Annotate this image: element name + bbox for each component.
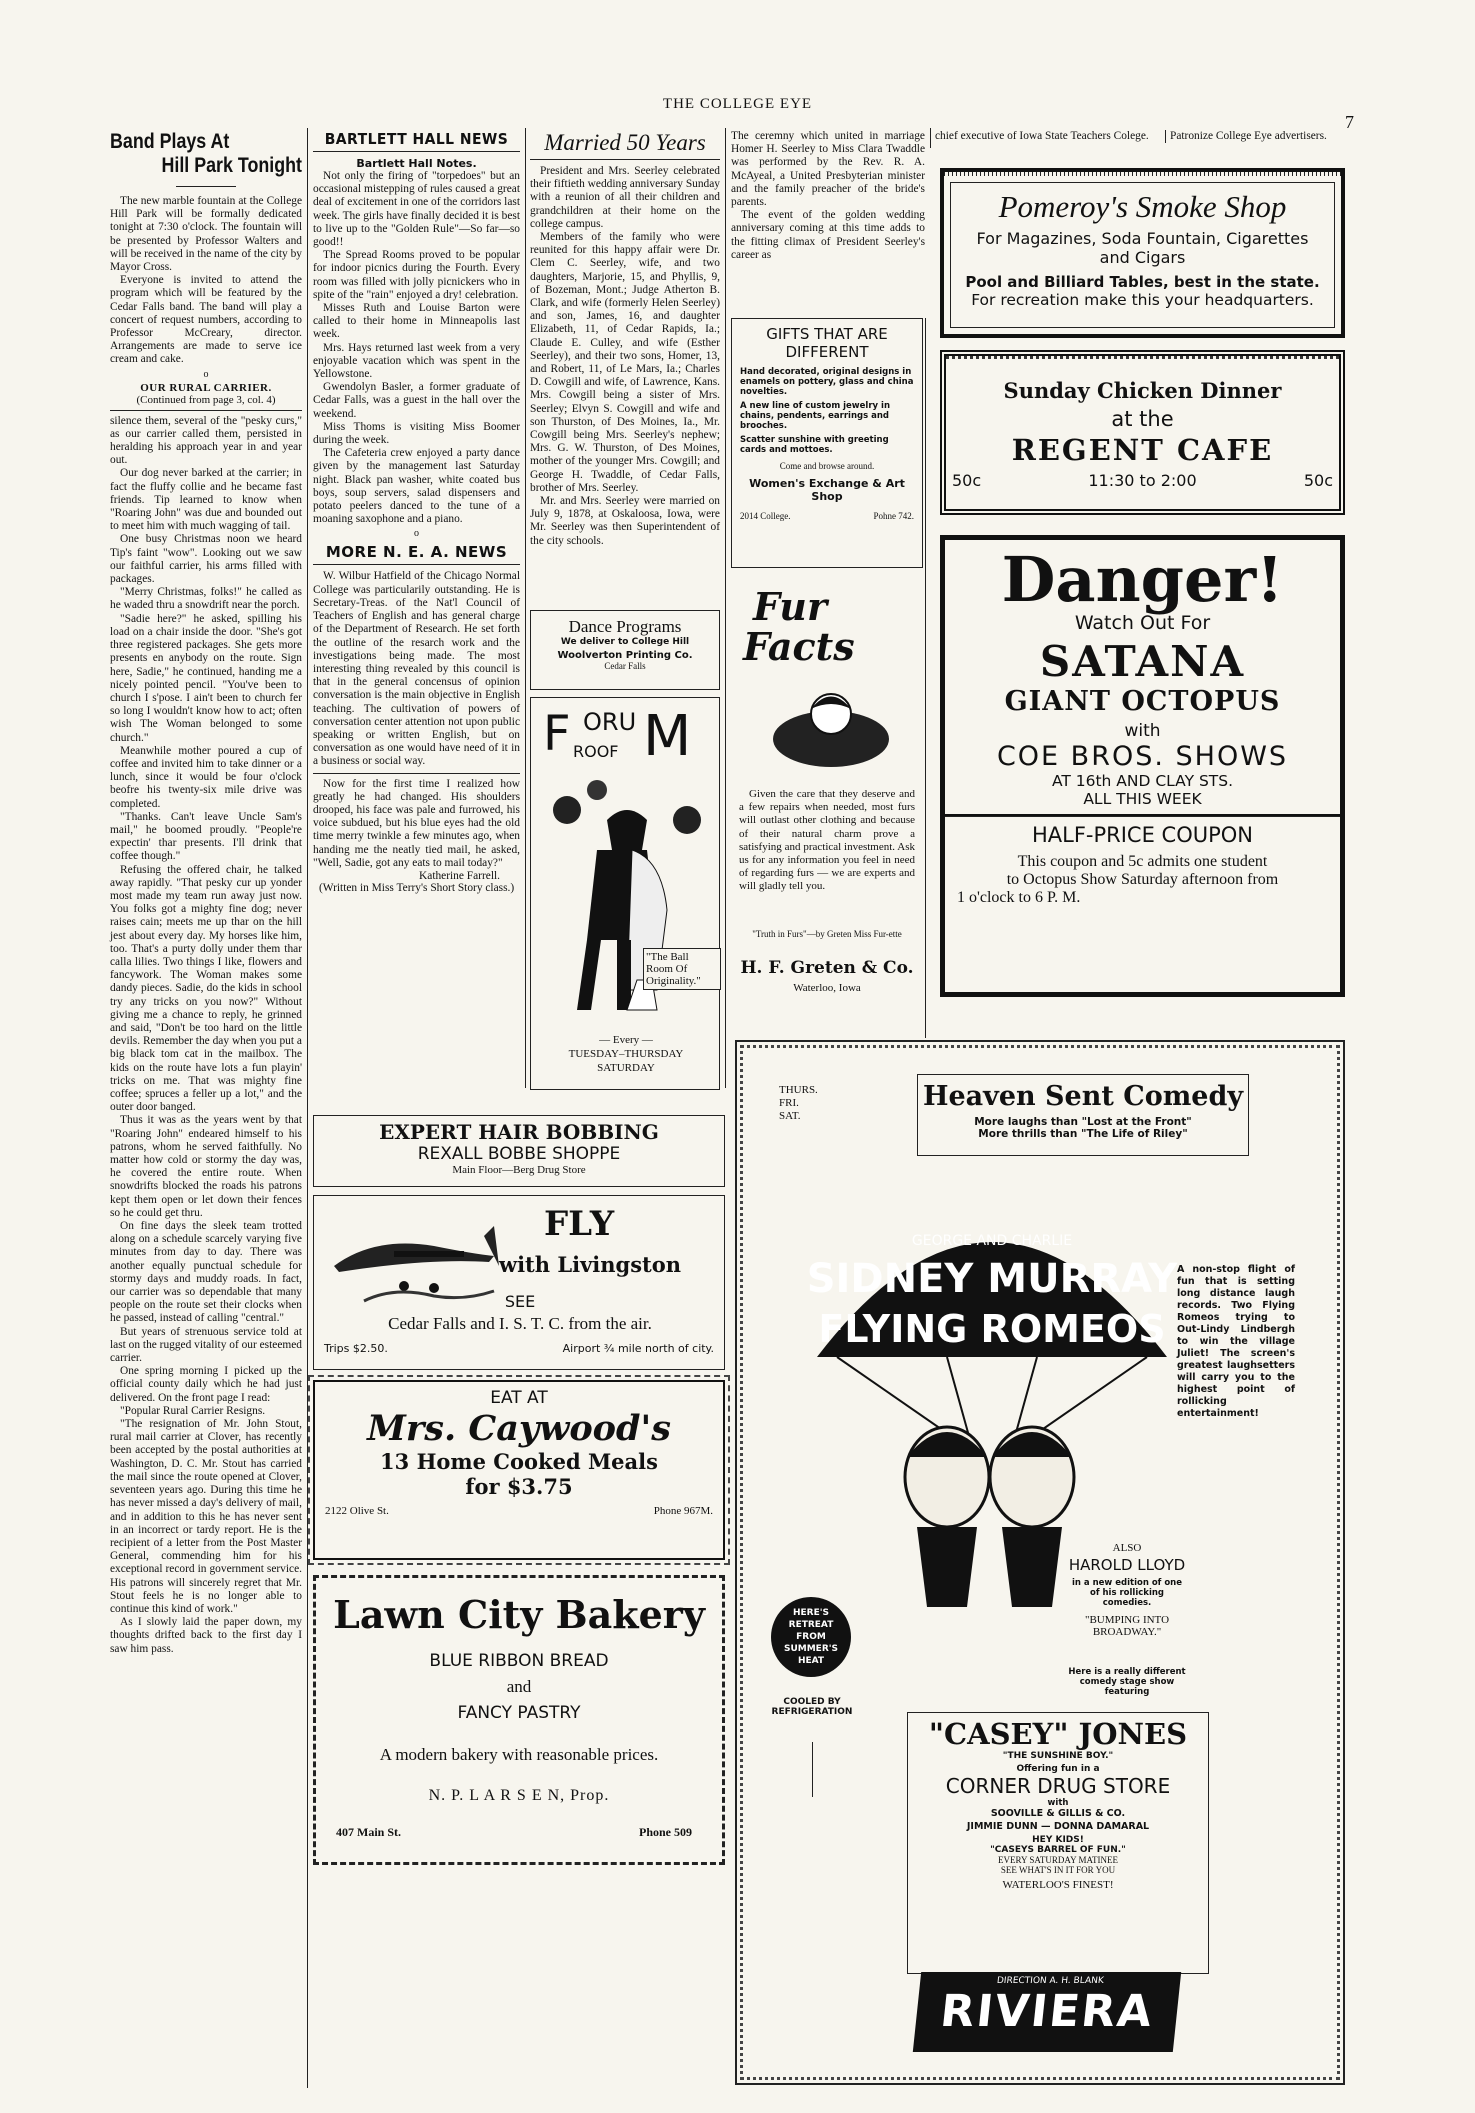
dance-line: We deliver to College Hill xyxy=(560,637,690,647)
fly-trips: Trips $2.50. xyxy=(324,1342,388,1355)
price-right: 50c xyxy=(1303,471,1333,490)
dance-city: Cedar Falls xyxy=(604,661,646,671)
forum-caption: "The Ball Room Of Originality." xyxy=(643,948,721,990)
dance-company: Woolverton Printing Co. xyxy=(557,650,693,661)
casey-with: with xyxy=(1047,1798,1069,1808)
gifts-phone: Pohne 742. xyxy=(873,511,914,521)
stage-desc: Here is a really different comedy stage show featuring xyxy=(1068,1667,1186,1697)
pomeroy-line: For recreation make this your headquarters. xyxy=(971,291,1314,309)
furs-company: H. F. Greten & Co. xyxy=(740,958,914,978)
divider xyxy=(530,159,720,160)
casey-hey: HEY KIDS! xyxy=(1032,1835,1084,1845)
caywood-meals: 13 Home Cooked Meals xyxy=(380,1449,658,1474)
gifts-title-2: DIFFERENT xyxy=(785,343,869,361)
column-rule xyxy=(725,128,726,1088)
day-sat: SAT. xyxy=(779,1110,801,1122)
danger-ad xyxy=(940,535,1345,997)
danger-line: Watch Out For xyxy=(1074,612,1211,634)
separator: o xyxy=(203,368,209,380)
pomeroy-inner xyxy=(950,182,1335,328)
nea-title: MORE N. E. A. NEWS xyxy=(325,543,508,562)
casey-store: CORNER DRUG STORE xyxy=(945,1774,1171,1798)
pomeroy-line: For Magazines, Soda Fountain, Cigarettes xyxy=(976,229,1309,248)
fly-route: Cedar Falls and I. S. T. C. from the air. xyxy=(388,1314,652,1333)
paragraph: Miss Thoms is visiting Miss Boomer during the week. xyxy=(313,420,520,447)
band-headline-1: Band Plays At xyxy=(110,130,230,153)
hair-line-2: REXALL BOBBE SHOPPE xyxy=(417,1144,621,1164)
forum-logo xyxy=(543,706,709,776)
pomeroy-line: Pool and Billiard Tables, best in the state. xyxy=(965,273,1320,291)
paragraph: Mrs. Hays returned last week from a very enjoyable vacation which was spent in the Yellowstone. xyxy=(313,341,520,381)
retreat-line: HEAT xyxy=(797,1656,825,1666)
gifts-title: GIFTS THAT ARE xyxy=(766,325,888,343)
paragraph: "The resignation of Mr. John Stout, rural mail carrier at Clover, has recently been accepted by the postal authorities at Washington, D. C. Mr. Stout has carried the mail since the route opened at Clover, seventeen years ago. During this time he has never missed a day's delivery of mail, and in addition to this he has never sent in an incorrect or tardy report. He is the recipient of a letter from the Post Master General, commending him for his exceptional record in government service. His patrons will sincerely regret that Mr. Stout feels he is no longer able to continue this kind of work." xyxy=(110,1418,302,1615)
also-label: ALSO xyxy=(1112,1542,1142,1554)
bakery-title: Lawn City Bakery xyxy=(333,1592,705,1637)
casey-offering: Offering fun in a xyxy=(1016,1764,1100,1774)
paragraph: "Thanks. Can't leave Uncle Sam's mail," he boomed proudly. "People're expectin' thar presents. I'll drink that coffee though." xyxy=(110,810,302,863)
fly-airport: Airport ¾ mile north of city. xyxy=(562,1342,714,1355)
married-continued xyxy=(731,130,925,262)
furs-logo xyxy=(743,584,913,694)
retreat-line: FROM xyxy=(796,1632,826,1642)
film-line-2: FLYING ROMEOS xyxy=(818,1307,1166,1351)
forum-days: TUESDAY–THURSDAY xyxy=(568,1048,684,1060)
heaven-sub: More thrills than "The Life of Riley" xyxy=(978,1128,1188,1140)
married-body xyxy=(530,165,720,548)
divider xyxy=(110,410,302,411)
danger-with: with xyxy=(1124,721,1161,741)
divider xyxy=(313,773,520,774)
bakery-footer xyxy=(316,1805,722,1840)
paragraph: Now for the first time I realized how greatly he had changed. His shoulders drooped, his face was pale and furrowed, his voice subdued, but his blue eyes had the old time merry twinkle a few minutes ago, when handing me the neatly tied mail, he asked, "Well, Sadie, got any eats to mail today?" xyxy=(313,777,520,869)
caywood-eat: EAT AT xyxy=(490,1388,548,1408)
heaven-sub: More laughs than "Lost at the Front" xyxy=(974,1116,1192,1128)
married-continued-body xyxy=(731,130,925,262)
pomeroy-title: Pomeroy's Smoke Shop xyxy=(998,189,1287,224)
caywood-phone: Phone 967M. xyxy=(653,1505,713,1517)
bakery-owner: N. P. L A R S E N, Prop. xyxy=(428,1787,610,1804)
paragraph: Meanwhile mother poured a cup of coffee and invited him to take dinner or a lunch, since it would be four o'clock beofre his twenty-six mile drive was completed. xyxy=(110,744,302,810)
bartlett-body xyxy=(313,170,520,526)
paragraph: But years of strenuous service told at last on the rugged vitality of our esteemed carrier. xyxy=(110,1325,303,1365)
casey-title: "CASEY" JONES xyxy=(928,1717,1188,1751)
casey-sub: "THE SUNSHINE BOY." xyxy=(1002,1751,1114,1761)
forum-every: — Every — xyxy=(599,1034,653,1046)
paragraph: "Sadie here?" he asked, spilling his load on a chair inside the door. "She's got three registered packages. She gets more presents en anybody on the route. Sign here, Sadie," he continued, handing me a nicely pointed pencil. "You've been to church I s'pose. I ain't been to church fer so long I wouldn't know how to act; often wish The Woman belonged to some church." xyxy=(110,612,302,744)
paragraph: silence them, several of the "pesky curs," as our carrier called them, persisted in heralding his approach year in and year out. xyxy=(110,414,302,467)
retreat-badge xyxy=(771,1597,851,1677)
fly-see: SEE xyxy=(504,1292,536,1311)
fly-ad xyxy=(313,1195,725,1370)
column-rule xyxy=(925,318,926,1038)
casey-barrel: "CASEYS BARREL OF FUN." xyxy=(990,1845,1126,1855)
furs-logo-1: Fur xyxy=(753,584,827,629)
bakery-line: and xyxy=(506,1677,532,1696)
column-rule xyxy=(307,128,308,2088)
paragraph: "Popular Rural Carrier Resigns. xyxy=(120,1404,266,1417)
day-thurs: THURS. xyxy=(779,1084,818,1096)
casey-cast: JIMMIE DUNN — DONNA DAMARAL xyxy=(966,1821,1150,1832)
retreat-line: SUMMER'S xyxy=(783,1644,839,1654)
band-headline-2: Hill Park Tonight xyxy=(161,154,302,177)
lloyd-desc: in a new edition of one of his rollicking comedies. xyxy=(1072,1578,1182,1608)
furs-city: Waterloo, Iowa xyxy=(793,982,861,994)
page-number: 7 xyxy=(1345,112,1354,132)
lloyd-title: "BUMPING INTO BROADWAY." xyxy=(1084,1614,1170,1638)
day-fri: FRI. xyxy=(779,1097,799,1109)
paragraph: As I slowly laid the paper down, my thoughts drifted back to the first day I saw him pass. xyxy=(110,1616,302,1655)
paragraph: The ceremny which united in marriage Homer H. Seerley to Miss Clara Twaddle was performed by the Rev. R. A. McAyeal, a United Presbyterian minister and the family preacher of the bride's parents. xyxy=(731,130,925,209)
gifts-ad xyxy=(731,318,923,568)
danger-location: AT 16th AND CLAY STS. xyxy=(1051,772,1234,790)
forum-ad xyxy=(530,697,720,1090)
paragraph: The Spread Rooms proved to be popular for indoor picnics during the Fourth. Every room was filled with jolly picnickers who in spite of the "rain" enjoyed a dry! celebration. xyxy=(313,249,520,301)
bakery-line: BLUE RIBBON BREAD xyxy=(429,1651,609,1671)
paragraph: Refusing the offered chair, he talked away rapidly. "That pesky cur up yonder most made my team run away just now. You folks got a mighty fine dog; never raises cain; meets me up thar on the hill jest about every day. My horses like him, too. That's a purty dolly under them thar calla lilies. Two things I like, flowers and fancywork. The Woman makes some dandy pieces. Sadie, do the kids in school try any tricks on you now?" Without giving me a chance to reply, he grinned and said, "Don't be too hard on the little devils. Remember the day when you put a big black tom cat in the mailbox. The kids on the route have lots a fun playin' tricks on me. That was mighty fine coffee; spruces a feller up a lot," and the outer door banged. xyxy=(110,863,302,1114)
divider xyxy=(176,186,236,187)
paragraph: Everyone is invited to attend the program which will be featured by the Cedar Falls band. The band will play a concert of request numbers, according to Professor McCreary, director. Arrangements are made to serve ice cream and cake. xyxy=(110,274,302,366)
pomeroy-ad xyxy=(940,168,1345,338)
cooled-label: COOLED BY REFRIGERATION xyxy=(771,1697,853,1717)
retreat-line: HERE'S xyxy=(793,1608,829,1618)
paragraph: Our dog never barked at the carrier; in fact the fluffy collie and he became fast friends. Tip learned to know when "Roaring John" was due and bounded out to meet him with much wagging of tail. xyxy=(110,467,302,533)
married-title: Married 50 Years xyxy=(544,130,706,155)
riviera-ad xyxy=(735,1040,1345,2085)
gifts-line: Hand decorated, original designs in enamels on pottery, glass and china novelties. xyxy=(740,367,914,397)
furs-logo-2: Facts xyxy=(743,624,855,669)
bartlett-article xyxy=(313,130,520,894)
coupon-line: This coupon and 5c admits one student xyxy=(1017,853,1268,870)
gifts-line: Come and browse around. xyxy=(779,461,875,471)
coupon-line: to Octopus Show Saturday afternoon from xyxy=(1006,871,1279,888)
dotted-border xyxy=(946,356,1339,359)
story-end xyxy=(313,778,520,870)
band-body xyxy=(110,195,302,367)
paragraph: "Merry Christmas, folks!" he called as he waded thru a snowdrift near the porch. xyxy=(110,586,302,612)
forum-logo-oru: ORU xyxy=(583,708,637,736)
romeos-blurb: A non-stop flight of fun that is setting long distance laugh records. Two Flying Romeos trying to Out-Lindy Lindbergh to win the village Juliet! The screen's greatest laughsetters will carry you to the highest point of rollicking entertainment! xyxy=(1177,1264,1295,1419)
paragraph: Members of the family who were reunited for this happy affair were Dr. Clem C. Seerley, wife, and two daughters, Marjorie, 15, and Phyllis, 9, of Bozeman, Mont.; Judge Atherton B. Clark, and wife (formerly Helen Seerley) and son, James, 16, and daughter Elizabeth, 11, of Cedar Rapids, Ia.; Claude E. Culley, and wife (Esther Seerley), and their two sons, Homer, 13, and Robert, 11, of Le Mars, Ia.; Charles D. Cowgill and wife, of Lawrence, Kans. Mrs. Cowgill being a sister of Mrs. Seerley; Elvyn S. Cowgill and wife and son Thurston, of Des Moines, Ia., Mr. Cowgill being Mrs. Seerley's nephew; Mrs. G. W. Thurston, of Des Moines, mother of the younger Mrs. Cowgill; and George H. Twaddle, of Cedar Falls, brother of Mrs. Seerley. xyxy=(530,231,720,494)
danger-week: ALL THIS WEEK xyxy=(1083,790,1202,808)
paragraph: Thus it was as the years went by that "Roaring John" endeared himself to his patrons, whom he served faithfully. No matter how cold or stormy the day was, he covered the entire route. When snowdrifts blocked the roads his patrons kept them open or let down their fences so he could get thru. xyxy=(110,1114,302,1219)
caywood-ad xyxy=(313,1380,725,1560)
regent-hours: 11:30 to 2:00 xyxy=(1088,471,1197,490)
film-line-1: SIDNEY MURRAY xyxy=(806,1256,1178,1302)
fur-lady-illustration xyxy=(771,684,891,774)
paragraph: The Cafeteria crew enjoyed a party dance given by the management last Saturday night. Black pan washer, white coated bus boys, soup servers, salad dispensers and potato peelers danced to the tune of a moaning saxophone and a piano. xyxy=(313,447,520,526)
paragraph: Gwendolyn Basler, a former graduate of Cedar Falls, was a guest in the hall over the weekend. xyxy=(313,381,520,420)
furs-text: Given the care that they deserve and a few repairs when needed, most furs will outlast other clothing and because of their natural charm prove a satisfying and practical investment. Ask us for any information you feel in need of regarding furs — we are experts and will gladly tell you. xyxy=(739,788,915,893)
octopus-title: GIANT OCTOPUS xyxy=(1004,686,1281,717)
furs-slogan: "Truth in Furs"—by Greten Miss Fur-ette xyxy=(752,929,902,939)
coupon-line: 1 o'clock to 6 P. M. xyxy=(957,889,1081,906)
regent-ad xyxy=(940,350,1345,515)
masthead-title: THE COLLEGE EYE xyxy=(662,96,813,112)
bakery-tagline: A modern bakery with reasonable prices. xyxy=(379,1745,659,1764)
column-rule xyxy=(525,128,526,1088)
fly-title: FLY xyxy=(544,1204,615,1244)
coe-bros: COE BROS. SHOWS xyxy=(996,741,1289,772)
hair-line-3: Main Floor—Berg Drug Store xyxy=(452,1164,586,1176)
hair-ad xyxy=(313,1115,725,1187)
paragraph: W. Wilbur Hatfield of the Chicago Normal College was particularily outstanding. He is Secretary-Treas. of the Nat'l Council of Teachers of English and has general charge of the Department of Research. He set forth the outline of the resarch work and the investigations being made. The most interesting thing revealed by this council is that in the general concensus of opinion conversation is the main objective in English teaching. The cultivation of powers of conversation center attention not upon public speaking or written English, but on conversation as one would have need of it in a business or social way. xyxy=(313,570,520,768)
caywood-price: for $3.75 xyxy=(465,1474,573,1499)
divider xyxy=(945,814,1340,817)
casey-box xyxy=(907,1712,1209,1974)
nea-body xyxy=(313,570,520,768)
patronize-ad: Patronize College Eye advertisers. xyxy=(1165,130,1345,143)
paragraph: Mr. and Mrs. Seerley were married on July 9, 1878, at Oskaloosa, Iowa, were Mr. Seerley was then Superintendent of the city schools. xyxy=(530,495,720,547)
forum-logo-m: M xyxy=(643,704,692,769)
gifts-address: 2014 College. xyxy=(740,511,791,521)
casey-matinee: EVERY SATURDAY MATINEE xyxy=(997,1855,1118,1865)
carrier-title: OUR RURAL CARRIER. xyxy=(140,381,272,394)
paragraph: On fine days the sleek team trotted along on a schedule scarcely varying five minutes from day to day. There was another equally punctual schedule for stormy days and muddy roads. In fact, our carrier was so dependable that many people on the route set their clocks when he passed, instead of calling "central." xyxy=(110,1220,302,1325)
paragraph: One spring morning I picked up the official county daily which he had just delivered. On the front page I read: xyxy=(110,1365,302,1404)
divider xyxy=(812,1742,813,1797)
casey-see: SEE WHAT'S IN IT FOR YOU xyxy=(1000,1865,1116,1875)
coupon-title: HALF-PRICE COUPON xyxy=(1031,823,1254,847)
furs-ad xyxy=(731,574,923,1034)
regent-line-1: Sunday Chicken Dinner xyxy=(1003,378,1282,403)
paragraph: Not only the firing of "torpedoes" but an occasional mistepping of rules caused a great deal of excitement in one of the corridors last week. The girls have finally decided it is best to live up to the "Golden Rule"—So far—so good!! xyxy=(313,170,520,249)
gifts-shop: Women's Exchange & Art Shop xyxy=(749,477,905,503)
bartlett-subtitle: Bartlett Hall Notes. xyxy=(356,157,477,170)
author: Katherine Farrell. xyxy=(419,869,500,882)
gifts-line: A new line of custom jewelry in chains, pendents, earrings and brooches. xyxy=(740,401,890,431)
carrier-body xyxy=(110,415,302,1656)
paragraph: The event of the golden wedding anniversary coming at this time adds to the fitting climax of President Seerley's career as xyxy=(731,209,925,261)
dance-ad xyxy=(530,610,720,690)
dance-title: Dance Programs xyxy=(568,617,682,636)
bakery-line: FANCY PASTRY xyxy=(457,1703,581,1723)
fly-subtitle: with Livingston xyxy=(499,1252,682,1277)
paragraph: The new marble fountain at the College Hill Park will be formally dedicated tonight at 7:30 o'clock. The fountain will be presented by Professor Walters and will be received in the name of the city by Mayor Cross. xyxy=(110,195,302,274)
caywood-address: 2122 Olive St. xyxy=(325,1505,389,1517)
paragraph: Misses Ruth and Louise Barton were called to their home in Minneapolis last week. xyxy=(313,302,520,341)
band-article xyxy=(110,130,302,1656)
story-note: (Written in Miss Terry's Short Story class.) xyxy=(319,881,515,894)
paragraph: President and Mrs. Seerley celebrated their fiftieth wedding anniversary Sunday with a reunion of all their children and grandchildren at their home on the college campus. xyxy=(530,165,720,230)
carrier-continued: (Continued from page 3, col. 4) xyxy=(136,393,276,406)
price-left: 50c xyxy=(952,471,982,490)
bartlett-title: BARTLETT HALL NEWS xyxy=(324,130,509,148)
forum-saturday: SATURDAY xyxy=(597,1062,655,1074)
pomeroy-line: and Cigars xyxy=(1099,248,1186,267)
lloyd-name: HAROLD LLOYD xyxy=(1068,1556,1186,1574)
forum-logo-roof: ROOF xyxy=(573,742,619,761)
married-article xyxy=(530,130,720,548)
casey-cast: SOOVILLE & GILLIS & CO. xyxy=(990,1808,1126,1819)
gifts-line: Scatter sunshine with greeting cards and mottoes. xyxy=(740,435,889,455)
paragraph: One busy Christmas noon we heard Tip's faint "wow". Looking out we saw our faithful carrier, his arms filled with packages. xyxy=(110,533,302,586)
forum-logo-f: F xyxy=(543,706,571,762)
separator: o xyxy=(414,528,419,540)
riviera-days xyxy=(779,1084,818,1123)
bakery-address: 407 Main St. xyxy=(336,1825,402,1839)
gifts-footer xyxy=(740,511,914,521)
retreat-line: RETREAT xyxy=(788,1620,834,1630)
divider xyxy=(313,151,520,152)
bakery-ad xyxy=(313,1575,725,1865)
riviera-direction: DIRECTION A. H. BLANK xyxy=(996,1976,1105,1986)
caywood-name: Mrs. Caywood's xyxy=(367,1408,671,1449)
bakery-phone: Phone 509 xyxy=(638,1825,692,1839)
married-tail: chief executive of Iowa State Teachers Colege. xyxy=(935,130,1149,142)
danger-title: Danger! xyxy=(1001,543,1284,616)
column-rule xyxy=(930,128,931,148)
regent-line-2: at the xyxy=(1111,407,1174,431)
stars-text: GEORGE AND CHARLIE xyxy=(911,1233,1073,1249)
riviera-logo xyxy=(913,1972,1181,2052)
hair-line-1: EXPERT HAIR BOBBING xyxy=(379,1120,659,1144)
divider xyxy=(313,564,520,565)
riviera-name: RIVIERA xyxy=(938,1986,1157,2037)
satana-title: SATANA xyxy=(1039,637,1246,686)
heaven-title: Heaven Sent Comedy xyxy=(922,1081,1244,1112)
caywood-footer xyxy=(315,1499,723,1517)
casey-finest: WATERLOO'S FINEST! xyxy=(1002,1879,1114,1891)
heaven-box xyxy=(917,1074,1249,1156)
regent-prices xyxy=(952,471,1333,490)
regent-line-3: REGENT CAFE xyxy=(1011,433,1274,467)
